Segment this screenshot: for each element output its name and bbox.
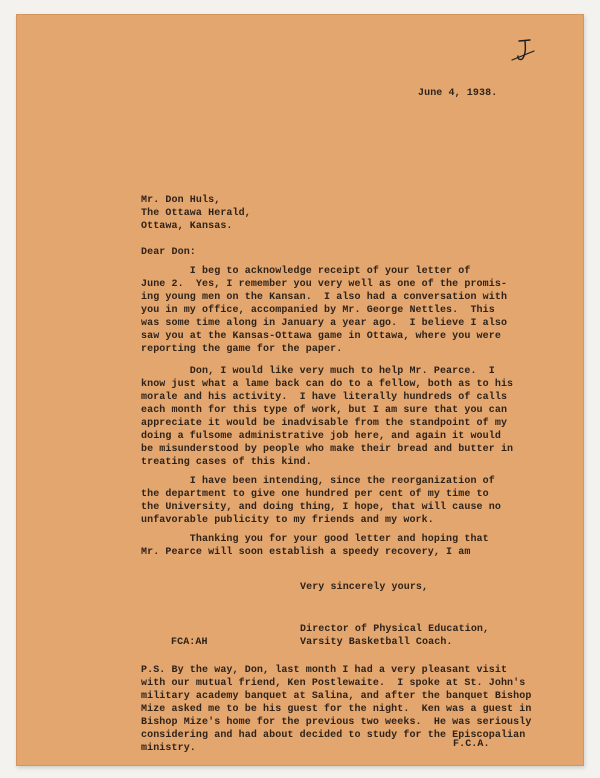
postscript-line: Mize asked me to be his guest for the night. Ken was a guest in — [141, 704, 532, 715]
paragraph-1-line: you in my office, accompanied by Mr. George Nettles. This — [141, 305, 495, 316]
paragraph-1-line: was some time along in January a year ago. I believe I also — [141, 318, 508, 329]
paragraph-1-line: saw you at the Kansas-Ottawa game in Ottawa, where you were — [141, 331, 501, 342]
paragraph-2-line: treating cases of this kind. — [141, 457, 312, 468]
paragraph-1-line: ing young men on the Kansan. I also had a conversation with — [141, 292, 508, 303]
complimentary-close: Very sincerely yours, — [300, 582, 429, 593]
postscript-line: Bishop Mize's home for the previous two weeks. He was seriously — [141, 717, 532, 728]
handwritten-page-mark — [510, 36, 536, 64]
paragraph-2-line: doing a fulsome administrative job here, and again it would — [141, 431, 501, 442]
address-organization: The Ottawa Herald, — [141, 208, 251, 219]
paragraph-3-line: the department to give one hundred per cent of my time to — [141, 489, 489, 500]
paragraph-3-line: I have been intending, since the reorganization of — [141, 476, 495, 487]
reference-initials: FCA:AH — [171, 637, 208, 648]
paragraph-4-line: Thanking you for your good letter and hoping that — [141, 534, 489, 545]
postscript-initials: F.C.A. — [453, 739, 490, 750]
paragraph-2-line: Don, I would like very much to help Mr. Pearce. I — [141, 366, 495, 377]
paragraph-2-line: be misunderstood by people who make their bread and butter in — [141, 444, 514, 455]
paragraph-1-line: I beg to acknowledge receipt of your letter of — [141, 266, 471, 277]
address-location: Ottawa, Kansas. — [141, 221, 233, 232]
signature-title-2: Varsity Basketball Coach. — [300, 637, 453, 648]
paragraph-3-line: unfavorable publicity to my friends and my work. — [141, 515, 434, 526]
paragraph-1-line: June 2. Yes, I remember you very well as one of the promis- — [141, 279, 508, 290]
paragraph-4-line: Mr. Pearce will soon establish a speedy recovery, I am — [141, 547, 471, 558]
paragraph-2-line: morale and his activity. I have literally hundreds of calls — [141, 392, 508, 403]
paragraph-2-line: each month for this type of work, but I am sure that you can — [141, 405, 508, 416]
postscript-line: military academy banquet at Salina, and after the banquet Bishop — [141, 691, 532, 702]
postscript-line: ministry. — [141, 743, 196, 754]
address-name: Mr. Don Huls, — [141, 195, 221, 206]
postscript-line: with our mutual friend, Ken Postlewaite. I spoke at St. John's — [141, 678, 526, 689]
letter-date: June 4, 1938. — [418, 88, 498, 99]
paragraph-1-line: reporting the game for the paper. — [141, 344, 343, 355]
signature-title-1: Director of Physical Education, — [300, 624, 490, 635]
paragraph-2-line: know just what a lame back can do to a fellow, both as to his — [141, 379, 514, 390]
postscript-line: considering and had about decided to study for the Episcopalian — [141, 730, 526, 741]
paragraph-3-line: the University, and doing thing, I hope, that will cause no — [141, 502, 501, 513]
paragraph-2-line: appreciate it would be inadvisable from the standpoint of my — [141, 418, 508, 429]
postscript-line: P.S. By the way, Don, last month I had a very pleasant visit — [141, 665, 508, 676]
salutation: Dear Don: — [141, 247, 196, 258]
